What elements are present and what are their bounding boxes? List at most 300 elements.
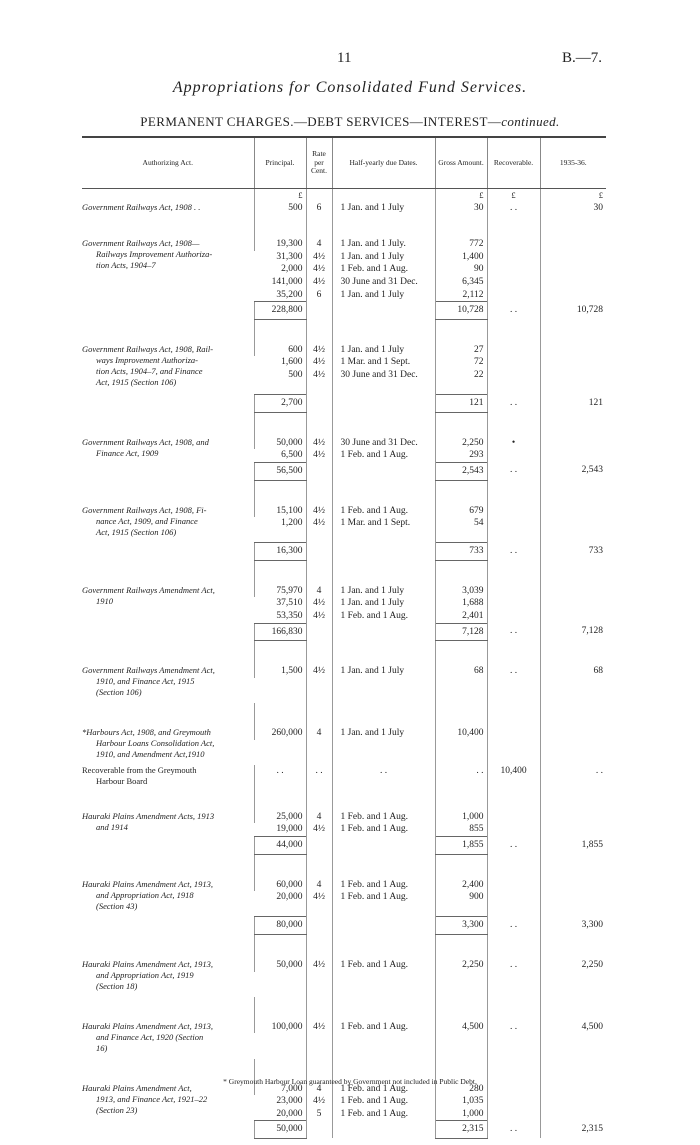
spacer-cell — [487, 412, 540, 425]
spacer-cell — [435, 412, 487, 425]
act-line: Hauraki Plains Amendment Act, 1913, — [82, 1020, 213, 1031]
spacer-cell — [306, 653, 332, 665]
recoverable-cell — [487, 752, 540, 765]
spacer-cell — [487, 214, 540, 226]
total-gross: 121 — [435, 395, 487, 413]
gross-amount-cell: 10,400 — [435, 727, 487, 740]
due-dates-cell: 1 Mar. and 1 Sept. — [332, 356, 435, 369]
year-cell — [540, 610, 606, 623]
spacer-cell — [435, 480, 487, 493]
spacer-cell — [254, 226, 306, 238]
spacer-cell — [332, 997, 435, 1009]
act-line: (Section 106) — [96, 687, 142, 698]
principal-cell: 19,000 — [276, 824, 303, 835]
spacer-cell — [254, 1009, 306, 1021]
total-year: 121 — [540, 395, 606, 413]
spacer-cell — [254, 493, 306, 505]
spacer-cell — [82, 214, 254, 226]
rate-cell: 4 — [306, 811, 332, 824]
year-cell — [540, 1095, 606, 1108]
rate-cell: 4½ — [306, 959, 332, 972]
spacer-cell — [540, 1009, 606, 1021]
spacer-cell — [306, 332, 332, 344]
year-cell — [540, 437, 606, 450]
spacer-cell — [540, 947, 606, 959]
appropriations-table — [82, 136, 606, 1139]
act-line: (Section 43) — [96, 900, 138, 911]
act-line: Government Railways Amendment Act, — [82, 584, 215, 595]
total-year: 1,855 — [540, 837, 606, 855]
spacer-cell — [332, 1009, 435, 1021]
spacer-cell — [82, 480, 254, 493]
authorizing-act — [82, 238, 254, 301]
spacer-cell — [487, 947, 540, 959]
gross-amount-cell — [435, 1046, 487, 1059]
table-row — [82, 959, 606, 972]
recoverable-cell — [487, 597, 540, 610]
act-line: and Finance Act, 1920 (Section — [96, 1031, 204, 1042]
table-row — [82, 344, 606, 357]
rate-cell: 4½ — [306, 517, 332, 530]
currency-principal: £ — [254, 189, 306, 202]
spacer-cell — [254, 653, 306, 665]
spacer-cell — [435, 214, 487, 226]
total-recoverable: . . — [487, 1121, 540, 1139]
due-dates-cell: 1 Feb. and 1 Aug. — [332, 263, 435, 276]
spacer-cell — [332, 1059, 435, 1071]
spacer-cell — [332, 226, 435, 238]
due-dates-cell: 1 Feb. and 1 Aug. — [332, 811, 435, 824]
spacer-cell — [487, 787, 540, 799]
recoverable-cell: . . — [487, 1021, 540, 1034]
act-line: and Appropriation Act, 1919 — [96, 969, 194, 980]
principal-cell — [254, 984, 306, 997]
gross-amount-cell: 3,039 — [435, 585, 487, 598]
spacer-cell — [487, 934, 540, 947]
year-cell — [540, 690, 606, 703]
spacer-cell — [306, 934, 332, 947]
spacer-cell — [487, 332, 540, 344]
total-year: 2,315 — [540, 1121, 606, 1139]
year-cell — [540, 972, 606, 985]
act-line: 1913, and Finance Act, 1921–22 — [96, 1093, 208, 1104]
spacer-cell — [82, 997, 254, 1009]
due-dates-cell: 1 Feb. and 1 Aug. — [332, 879, 435, 892]
spacer-cell — [306, 560, 332, 573]
rate-cell: 4½ — [306, 610, 332, 623]
rate-cell — [306, 1046, 332, 1059]
authorizing-act — [82, 1083, 254, 1121]
recoverable-cell — [487, 879, 540, 892]
spacer-cell — [540, 854, 606, 867]
due-dates-cell — [332, 690, 435, 703]
year-cell — [540, 251, 606, 264]
spacer-cell — [435, 934, 487, 947]
due-dates-cell: 1 Jan. and 1 July — [332, 727, 435, 740]
act-line: Act, 1915 (Section 106) — [96, 376, 177, 387]
due-dates-cell: 1 Feb. and 1 Aug. — [332, 823, 435, 836]
authorizing-act — [82, 959, 254, 997]
spacer-cell — [435, 332, 487, 344]
spacer-cell — [332, 867, 435, 879]
total-recoverable: . . — [487, 543, 540, 561]
spacer-cell — [254, 425, 306, 437]
spacer-cell — [435, 425, 487, 437]
recoverable-cell — [487, 276, 540, 289]
rate-cell: 6 — [306, 289, 332, 302]
total-spacer — [82, 623, 254, 641]
year-cell — [540, 263, 606, 276]
spacer-cell — [254, 787, 306, 799]
year-cell — [540, 752, 606, 765]
rate-cell: 4½ — [306, 1021, 332, 1034]
spacer-cell — [435, 1009, 487, 1021]
spacer-cell — [306, 573, 332, 585]
principal-cell — [254, 740, 306, 753]
recoverable-cell — [487, 891, 540, 904]
rate-cell: 4 — [306, 238, 332, 251]
total-gross: 2,315 — [435, 1121, 487, 1139]
gross-amount-cell: 22 — [435, 369, 487, 382]
spacer-row — [82, 319, 606, 332]
spacer-cell — [82, 653, 254, 665]
spacer-cell — [332, 319, 435, 332]
recoverable-cell — [487, 289, 540, 302]
spacer-cell — [435, 787, 487, 799]
spacer-cell — [540, 653, 606, 665]
spacer-cell — [254, 319, 306, 332]
rate-cell: 4½ — [306, 449, 332, 462]
spacer-cell — [487, 641, 540, 654]
rate-cell: 4½ — [306, 437, 332, 450]
total-spacer — [306, 302, 332, 320]
gross-amount-cell: 772 — [435, 238, 487, 251]
spacer-cell — [82, 715, 254, 727]
gross-amount-cell — [435, 984, 487, 997]
recoverable-cell — [487, 904, 540, 917]
rate-cell: 4 — [306, 585, 332, 598]
spacer-cell — [306, 703, 332, 715]
rate-cell: 4½ — [306, 251, 332, 264]
recoverable-cell — [487, 610, 540, 623]
authorizing-act — [82, 344, 254, 395]
gross-amount-cell: 1,688 — [435, 597, 487, 610]
recoverable-cell — [487, 530, 540, 543]
recoverable-cell — [487, 585, 540, 598]
due-dates-cell: 1 Jan. and 1 July — [332, 251, 435, 264]
year-cell — [540, 1033, 606, 1046]
spacer-cell — [254, 332, 306, 344]
total-spacer — [332, 462, 435, 480]
spacer-cell — [332, 787, 435, 799]
authorizing-act — [82, 727, 254, 765]
recoverable-cell: . . — [487, 202, 540, 215]
subtitle-main: PERMANENT CHARGES.—DEBT SERVICES—INTEREST— — [140, 114, 502, 129]
table-row — [82, 202, 606, 215]
principal-cell — [254, 1033, 306, 1046]
total-spacer — [332, 395, 435, 413]
spacer-cell — [82, 226, 254, 238]
spacer-cell — [306, 412, 332, 425]
year-cell — [540, 811, 606, 824]
currency-year: £ — [540, 189, 606, 202]
total-spacer — [82, 1121, 254, 1139]
due-dates-cell: 1 Feb. and 1 Aug. — [332, 959, 435, 972]
total-recoverable: . . — [487, 623, 540, 641]
spacer-cell — [82, 412, 254, 425]
spacer-cell — [540, 480, 606, 493]
gross-amount-cell: 1,035 — [435, 1095, 487, 1108]
due-dates-cell: 1 Feb. and 1 Aug. — [332, 1021, 435, 1034]
due-dates-cell: 30 June and 31 Dec. — [332, 437, 435, 450]
principal-cell — [254, 752, 306, 765]
authorizing-act — [82, 585, 254, 623]
due-dates-cell — [332, 752, 435, 765]
principal-cell: 7,000 — [254, 1083, 306, 1096]
gross-amount-cell: 6,345 — [435, 276, 487, 289]
principal-cell: 1,600 — [281, 357, 303, 368]
spacer-cell — [332, 799, 435, 811]
spacer-cell — [487, 799, 540, 811]
due-dates-cell: 1 Jan. and 1 July — [332, 597, 435, 610]
spacer-cell — [254, 934, 306, 947]
year-cell — [540, 727, 606, 740]
recoverable-cell — [487, 690, 540, 703]
spacer-cell — [540, 867, 606, 879]
principal-cell: 37,510 — [276, 598, 303, 609]
spacer-cell — [306, 799, 332, 811]
act-line: Hauraki Plains Amendment Act, 1913, — [82, 878, 213, 889]
gross-amount-cell: 1,000 — [435, 811, 487, 824]
spacer-cell — [306, 319, 332, 332]
recoverable-cell — [487, 517, 540, 530]
principal-cell: 31,300 — [276, 251, 303, 262]
total-gross: 3,300 — [435, 917, 487, 935]
rate-cell: 4½ — [306, 665, 332, 678]
total-spacer — [332, 623, 435, 641]
authorizing-act — [82, 202, 254, 215]
footnote: * Greymouth Harbour Loan guaranteed by Government not included in Public Debt. — [223, 1077, 477, 1086]
total-row — [82, 395, 606, 413]
due-dates-cell: 1 Feb. and 1 Aug. — [332, 1083, 435, 1096]
gross-amount-cell: 900 — [435, 891, 487, 904]
gross-amount-cell: 280 — [435, 1083, 487, 1096]
spacer-row — [82, 653, 606, 665]
spacer-cell — [487, 703, 540, 715]
due-dates-cell — [332, 984, 435, 997]
principal-cell: . . — [254, 765, 306, 787]
principal-cell: 100,000 — [254, 1021, 306, 1034]
total-row — [82, 543, 606, 561]
principal-cell: 75,970 — [254, 585, 306, 598]
rate-cell: 4½ — [306, 344, 332, 357]
recoverable-cell: . . — [487, 959, 540, 972]
spacer-row — [82, 493, 606, 505]
spacer-cell — [254, 703, 306, 715]
spacer-cell — [82, 1009, 254, 1021]
act-line: 1910, and Amendment Act,1910 — [96, 749, 205, 760]
spacer-cell — [254, 641, 306, 654]
spacer-cell — [332, 573, 435, 585]
gross-amount-cell — [435, 382, 487, 395]
due-dates-cell: 30 June and 31 Dec. — [332, 369, 435, 382]
year-cell — [540, 740, 606, 753]
spacer-cell — [306, 425, 332, 437]
principal-cell: 600 — [254, 344, 306, 357]
page-title: Appropriations for Consolidated Fund Services. — [172, 79, 528, 96]
spacer-cell — [540, 934, 606, 947]
authorizing-act — [82, 505, 254, 543]
spacer-cell — [435, 715, 487, 727]
gross-amount-cell: 1,400 — [435, 251, 487, 264]
spacer-cell — [435, 1059, 487, 1071]
due-dates-cell — [332, 904, 435, 917]
spacer-row — [82, 854, 606, 867]
spacer-row — [82, 715, 606, 727]
col-gross-amount: Gross Amount. — [435, 137, 487, 189]
spacer-row — [82, 867, 606, 879]
year-cell — [540, 597, 606, 610]
recoverable-cell — [487, 238, 540, 251]
spacer-cell — [435, 947, 487, 959]
total-row — [82, 302, 606, 320]
currency-spacer — [332, 189, 435, 202]
spacer-cell — [306, 214, 332, 226]
total-principal: 44,000 — [254, 837, 306, 855]
spacer-cell — [254, 715, 306, 727]
gross-amount-cell: 679 — [435, 505, 487, 518]
act-line: ways Improvement Authoriza- — [96, 354, 198, 365]
spacer-cell — [82, 947, 254, 959]
recoverable-cell — [487, 678, 540, 691]
spacer-cell — [306, 1009, 332, 1021]
spacer-cell — [306, 867, 332, 879]
act-line: Hauraki Plains Amendment Act, 1913, — [82, 958, 213, 969]
col-rate: Rate per Cent. — [306, 137, 332, 189]
due-dates-cell: 1 Mar. and 1 Sept. — [332, 517, 435, 530]
spacer-cell — [254, 867, 306, 879]
year-cell — [540, 505, 606, 518]
total-row — [82, 1121, 606, 1139]
authorizing-act — [82, 765, 254, 787]
rate-cell — [306, 752, 332, 765]
spacer-row — [82, 787, 606, 799]
table-row — [82, 437, 606, 450]
total-principal: 2,700 — [254, 395, 306, 413]
spacer-cell — [540, 226, 606, 238]
due-dates-cell — [332, 530, 435, 543]
year-cell: . . — [540, 765, 606, 787]
act-line: Harbour Loans Consolidation Act, — [96, 738, 215, 749]
principal-cell: 1,500 — [254, 665, 306, 678]
spacer-cell — [540, 319, 606, 332]
year-cell — [540, 356, 606, 369]
year-cell — [540, 585, 606, 598]
total-spacer — [332, 1121, 435, 1139]
authorizing-act — [82, 811, 254, 837]
total-spacer — [82, 395, 254, 413]
spacer-cell — [487, 493, 540, 505]
spacer-cell — [540, 332, 606, 344]
spacer-cell — [82, 703, 254, 715]
total-year: 733 — [540, 543, 606, 561]
gross-amount-cell — [435, 904, 487, 917]
total-principal: 56,500 — [254, 462, 306, 480]
spacer-cell — [487, 997, 540, 1009]
gross-amount-cell: 90 — [435, 263, 487, 276]
spacer-cell — [82, 493, 254, 505]
rate-cell: 6 — [306, 202, 332, 215]
rate-cell — [306, 382, 332, 395]
currency-spacer — [82, 189, 254, 202]
table-row — [82, 665, 606, 678]
principal-cell — [254, 690, 306, 703]
total-gross: 7,128 — [435, 623, 487, 641]
year-cell — [540, 823, 606, 836]
recoverable-cell: . . — [487, 665, 540, 678]
gross-amount-cell: 54 — [435, 517, 487, 530]
spacer-cell — [254, 854, 306, 867]
rate-cell: 4½ — [306, 1095, 332, 1108]
spacer-cell — [82, 573, 254, 585]
rate-cell: 4½ — [306, 263, 332, 276]
spacer-cell — [540, 425, 606, 437]
total-year: 10,728 — [540, 302, 606, 320]
due-dates-cell: 1 Feb. and 1 Aug. — [332, 505, 435, 518]
section-subtitle — [0, 114, 700, 130]
act-line: Government Railways Act, 1908— — [82, 238, 200, 249]
spacer-cell — [332, 560, 435, 573]
year-cell — [540, 382, 606, 395]
rate-cell — [306, 1033, 332, 1046]
total-principal: 16,300 — [254, 543, 306, 561]
due-dates-cell: 1 Jan. and 1 July — [332, 289, 435, 302]
spacer-cell — [332, 947, 435, 959]
spacer-cell — [254, 573, 306, 585]
total-gross: 10,728 — [435, 302, 487, 320]
principal-cell: 23,000 — [276, 1096, 303, 1107]
act-line: (Section 18) — [96, 980, 138, 991]
spacer-cell — [254, 560, 306, 573]
gross-amount-cell: 2,250 — [435, 959, 487, 972]
spacer-cell — [435, 997, 487, 1009]
table-row — [82, 727, 606, 740]
spacer-cell — [254, 799, 306, 811]
gross-amount-cell: 293 — [435, 449, 487, 462]
spacer-cell — [332, 715, 435, 727]
act-line: tion Acts, 1904–7 — [96, 260, 156, 271]
subtitle-continued: continued. — [501, 114, 560, 129]
rate-cell — [306, 904, 332, 917]
recoverable-cell — [487, 811, 540, 824]
year-cell — [540, 276, 606, 289]
spacer-cell — [332, 480, 435, 493]
spacer-cell — [82, 332, 254, 344]
year-cell — [540, 344, 606, 357]
act-line: Government Railways Act, 1908, and — [82, 436, 209, 447]
page-number: 11 — [337, 50, 352, 66]
spacer-cell — [435, 854, 487, 867]
gross-amount-cell — [435, 740, 487, 753]
total-gross: 733 — [435, 543, 487, 561]
total-row — [82, 837, 606, 855]
spacer-cell — [487, 425, 540, 437]
table-header-row — [82, 137, 606, 189]
total-spacer — [332, 837, 435, 855]
year-cell: 30 — [540, 202, 606, 215]
spacer-cell — [82, 934, 254, 947]
spacer-row — [82, 1059, 606, 1071]
